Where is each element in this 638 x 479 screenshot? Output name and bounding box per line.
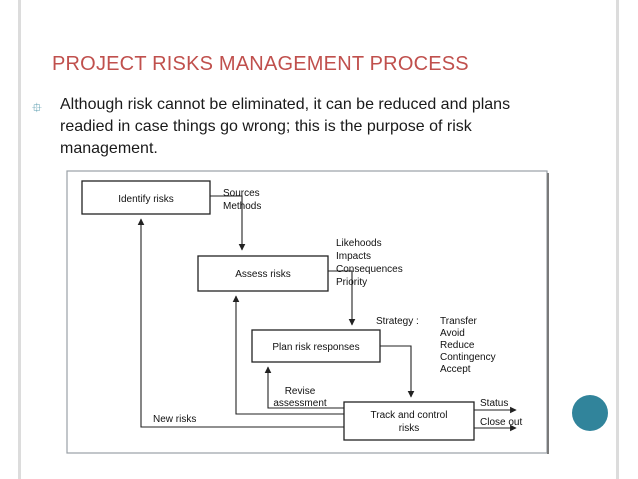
bullet-icon: ⯐ [32,100,42,115]
plan-risk-responses-label: Plan risk responses [272,342,360,353]
label-priority: Priority [336,277,368,288]
slide-frame-right [616,0,619,479]
track-control-box [344,402,474,440]
label-accept: Accept [440,364,471,375]
label-status: Status [480,398,509,409]
track-control-label-1: Track and control [370,410,448,421]
label-likehoods: Likehoods [336,238,382,249]
decorative-circle [572,395,608,431]
risk-process-diagram [66,170,549,454]
label-consequences: Consequences [336,264,403,275]
label-close-out: Close out [480,417,523,428]
label-assessment: assessment [273,398,327,409]
label-revise: Revise [284,386,316,397]
label-transfer: Transfer [440,316,477,327]
slide-frame-left [18,0,21,479]
assess-risks-label: Assess risks [235,269,291,280]
label-reduce: Reduce [440,340,475,351]
bullet-text: Although risk cannot be eliminated, it can be reduced and plans readied in case things go wrong; this is the purpose of risk management. [60,96,511,157]
label-avoid: Avoid [440,328,465,339]
label-impacts: Impacts [336,251,372,262]
label-methods: Methods [223,201,262,212]
label-new-risks: New risks [153,414,197,425]
identify-risks-label: Identify risks [118,194,174,205]
label-contingency: Contingency [440,352,496,363]
track-control-label-2: risks [398,423,420,434]
label-sources: Sources [223,188,260,199]
slide-title: PROJECT RISKS MANAGEMENT PROCESS [52,53,469,75]
label-strategy: Strategy : [376,316,419,327]
